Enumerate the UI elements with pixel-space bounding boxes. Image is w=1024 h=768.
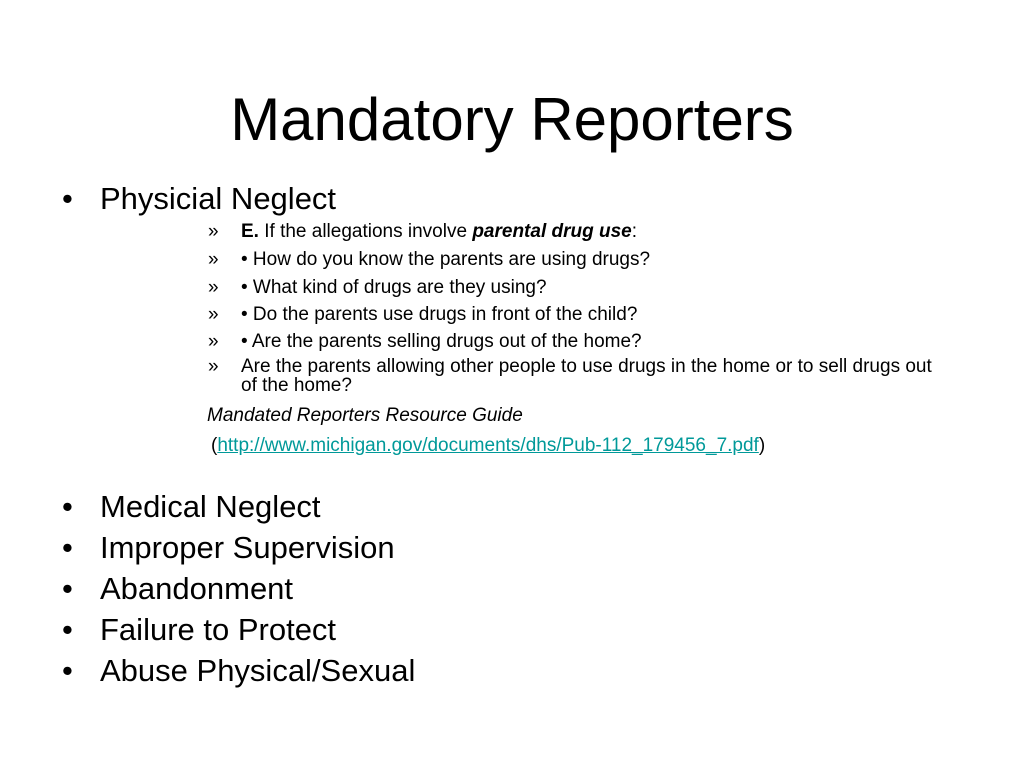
sub-item-text: Are the parents allowing other people to use drugs in the home or to sell drugs out of the home? [241, 356, 932, 396]
intro-text: If the allegations involve [258, 221, 473, 242]
bullet-dot: • [62, 181, 73, 216]
sub-item-text: • Do the parents use drugs in front of the child? [241, 304, 638, 325]
reference-link[interactable]: http://www.michigan.gov/documents/dhs/Pub-112_179456_7.pdf [217, 435, 759, 456]
bullet-dot: • [62, 530, 73, 565]
sub-marker: » [208, 221, 219, 242]
bullet-label: Abandonment [100, 571, 294, 606]
bullet-dot: • [62, 489, 73, 524]
sub-item-text: • How do you know the parents are using drugs? [241, 249, 651, 270]
sub-item-question [208, 331, 938, 353]
slide-title: Mandatory Reporters [230, 86, 794, 153]
bullet-failure-to-protect [62, 611, 336, 649]
sub-item-question [208, 357, 938, 395]
reference-close-paren: ) [758, 435, 766, 456]
sub-marker: » [208, 249, 219, 270]
reference-link-row [211, 435, 765, 457]
sub-marker: » [208, 331, 219, 352]
sub-item-question [208, 304, 938, 326]
bullet-dot: • [62, 653, 73, 688]
bullet-abuse-physical-sexual [62, 652, 415, 690]
bullet-medical-neglect [62, 488, 321, 526]
bullet-dot: • [62, 612, 73, 647]
sub-item-intro [208, 221, 938, 243]
sub-item-text: • What kind of drugs are they using? [241, 277, 547, 298]
bullet-physical-neglect [62, 180, 336, 218]
bullet-label: Medical Neglect [100, 489, 321, 524]
sub-item-text [241, 221, 938, 243]
sub-marker: » [208, 277, 219, 298]
bullet-label: Physicial Neglect [100, 181, 337, 216]
sub-marker: » [208, 356, 219, 377]
bullet-improper-supervision [62, 529, 395, 567]
sub-marker: » [208, 304, 219, 325]
sub-item-question [208, 249, 938, 271]
intro-suffix: : [631, 221, 638, 242]
sub-item-question [208, 277, 938, 299]
bullet-dot: • [62, 571, 73, 606]
sub-item-text: • Are the parents selling drugs out of the home? [241, 331, 642, 352]
bullet-label: Improper Supervision [100, 530, 395, 565]
intro-emphasis: parental drug use [472, 221, 632, 242]
bullet-label: Abuse Physical/Sexual [100, 653, 416, 688]
intro-prefix: E. [241, 221, 259, 242]
reference-open-paren: ( [211, 435, 218, 456]
bullet-abandonment [62, 570, 293, 608]
reference-title: Mandated Reporters Resource Guide [207, 405, 523, 426]
bullet-label: Failure to Protect [100, 612, 337, 647]
